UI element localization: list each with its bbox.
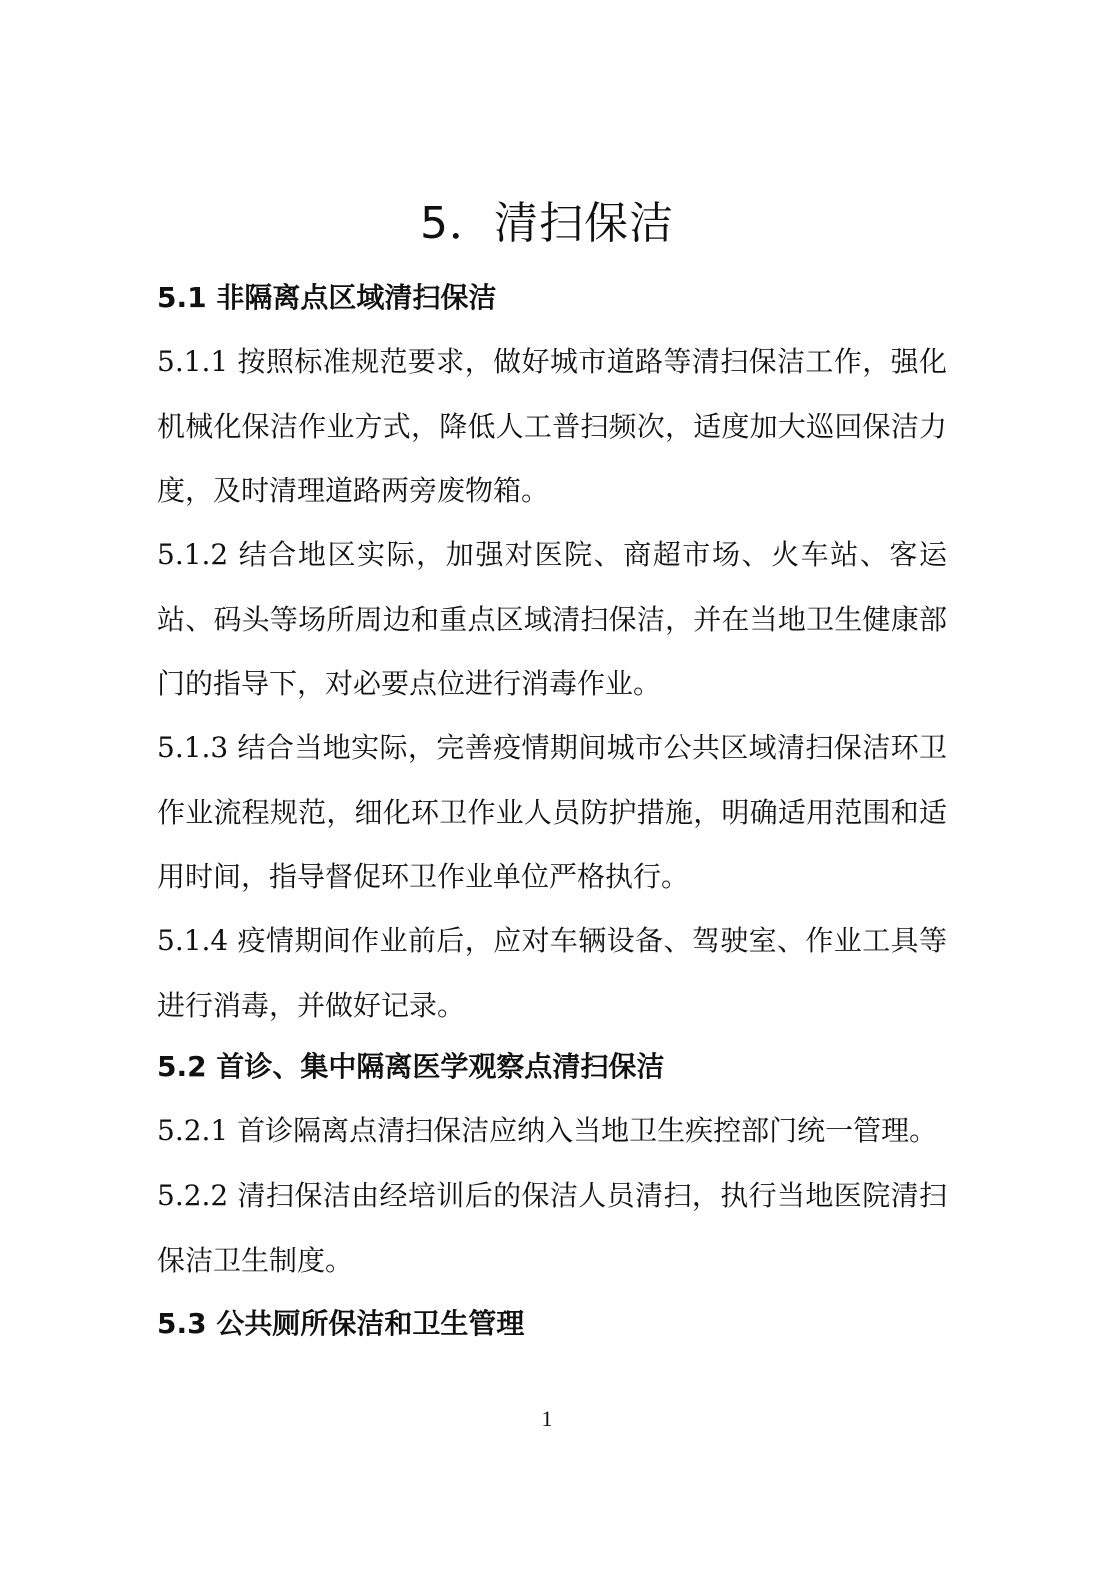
section-heading-5-3: 5.3 公共厕所保洁和卫生管理 xyxy=(157,1307,525,1340)
paragraph-5-2-2: 5.2.2 清扫保洁由经培训后的保洁人员清扫，执行当地医院清扫保洁卫生制度。 xyxy=(157,1179,947,1277)
paragraph-5-1-2: 5.1.2 结合地区实际，加强对医院、商超市场、火车站、客运站、码头等场所周边和重点区域清扫保洁，并在当地卫生健康部门的指导下，对必要点位进行消毒作业。 xyxy=(157,538,947,700)
paragraph-5-1-3: 5.1.3 结合当地实际，完善疫情期间城市公共区域清扫保洁环卫作业流程规范，细化环卫作业人员防护措施，明确适用范围和适用时间，指导督促环卫作业单位严格执行。 xyxy=(157,731,947,893)
paragraph-5-2-1: 5.2.1 首诊隔离点清扫保洁应纳入当地卫生疾控部门统一管理。 xyxy=(157,1114,938,1147)
page-number: 1 xyxy=(541,1406,553,1431)
section-heading-5-1: 5.1 非隔离点区域清扫保洁 xyxy=(157,281,497,314)
page-title: 5．清扫保洁 xyxy=(420,198,674,249)
paragraph-5-1-4: 5.1.4 疫情期间作业前后，应对车辆设备、驾驶室、作业工具等进行消毒，并做好记录。 xyxy=(157,924,947,1022)
paragraph-5-1-1: 5.1.1 按照标准规范要求，做好城市道路等清扫保洁工作，强化机械化保洁作业方式，降低人工普扫频次，适度加大巡回保洁力度，及时清理道路两旁废物箱。 xyxy=(157,345,947,507)
section-heading-5-2: 5.2 首诊、集中隔离医学观察点清扫保洁 xyxy=(157,1050,665,1083)
